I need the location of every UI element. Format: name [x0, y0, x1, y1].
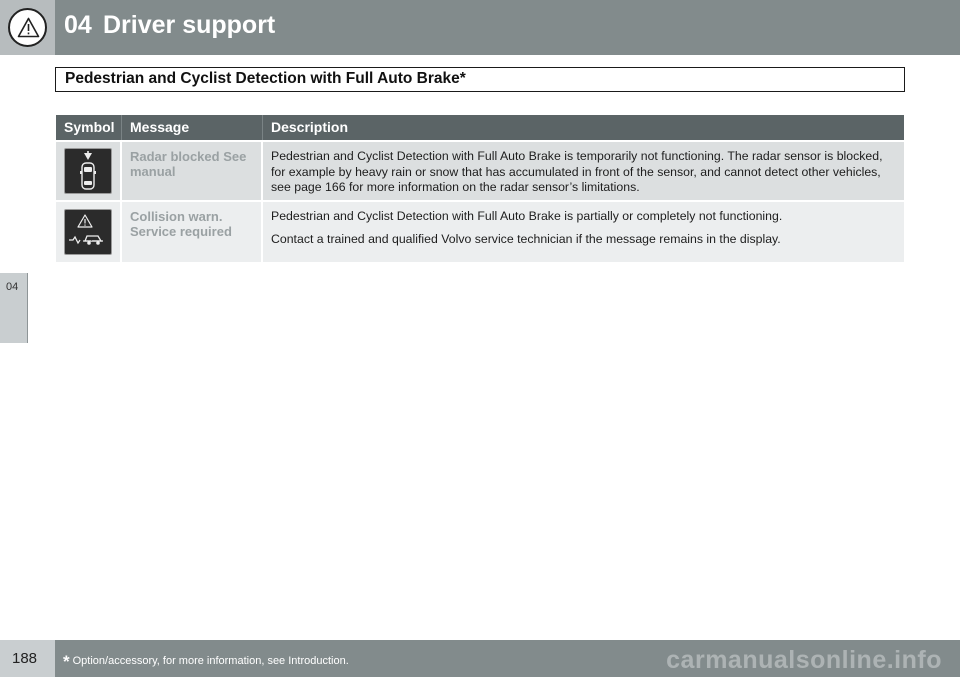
table-row — [56, 200, 904, 262]
description-paragraph: Pedestrian and Cyclist Detection with Full Auto Brake is temporarily not functioning. The radar sensor is blocked, for example by heavy rain or snow that has accumulated in front of the sensor, and cannot detect other vehicles, see page 166 for more information on the radar sensor’s limitations. — [271, 149, 883, 194]
header-icon-block — [0, 0, 55, 55]
page-number-block — [0, 640, 55, 677]
column-header-symbol: Symbol — [56, 115, 122, 140]
description-cell — [263, 142, 904, 200]
warning-triangle-icon — [8, 8, 47, 47]
chapter-side-tab[interactable] — [0, 273, 28, 343]
footnote-text: Option/accessory, for more information, see Introduction. — [72, 655, 349, 667]
page-number: 188 — [12, 650, 38, 667]
table-row — [56, 140, 904, 200]
table-header — [56, 115, 904, 140]
section-title: Pedestrian and Cyclist Detection with Full Auto Brake* — [55, 67, 905, 92]
footnote-mark: * — [63, 652, 70, 671]
symbol-cell — [56, 142, 122, 200]
column-header-description: Description — [271, 119, 349, 135]
symbol-cell — [56, 202, 122, 262]
message-cell: Collision warn. Service required — [122, 202, 263, 262]
footnote — [63, 649, 349, 669]
page-header — [0, 0, 960, 55]
side-tab-label: 04 — [6, 281, 19, 293]
chapter-title: Driver support — [103, 11, 276, 39]
description-paragraph: Pedestrian and Cyclist Detection with Full Auto Brake is partially or completely not functioning. — [271, 209, 783, 223]
description-cell — [263, 202, 904, 262]
description-paragraph: Contact a trained and qualified Volvo service technician if the message remains in the display. — [271, 231, 781, 246]
chapter-number: 04 — [64, 11, 92, 39]
message-cell: Radar blocked See manual — [122, 142, 263, 200]
column-header-message: Message — [122, 115, 263, 140]
collision-warning-fault-icon — [64, 209, 112, 255]
radar-blocked-icon — [64, 148, 112, 194]
watermark: carmanualsonline.info — [666, 646, 942, 674]
message-table — [56, 115, 904, 262]
